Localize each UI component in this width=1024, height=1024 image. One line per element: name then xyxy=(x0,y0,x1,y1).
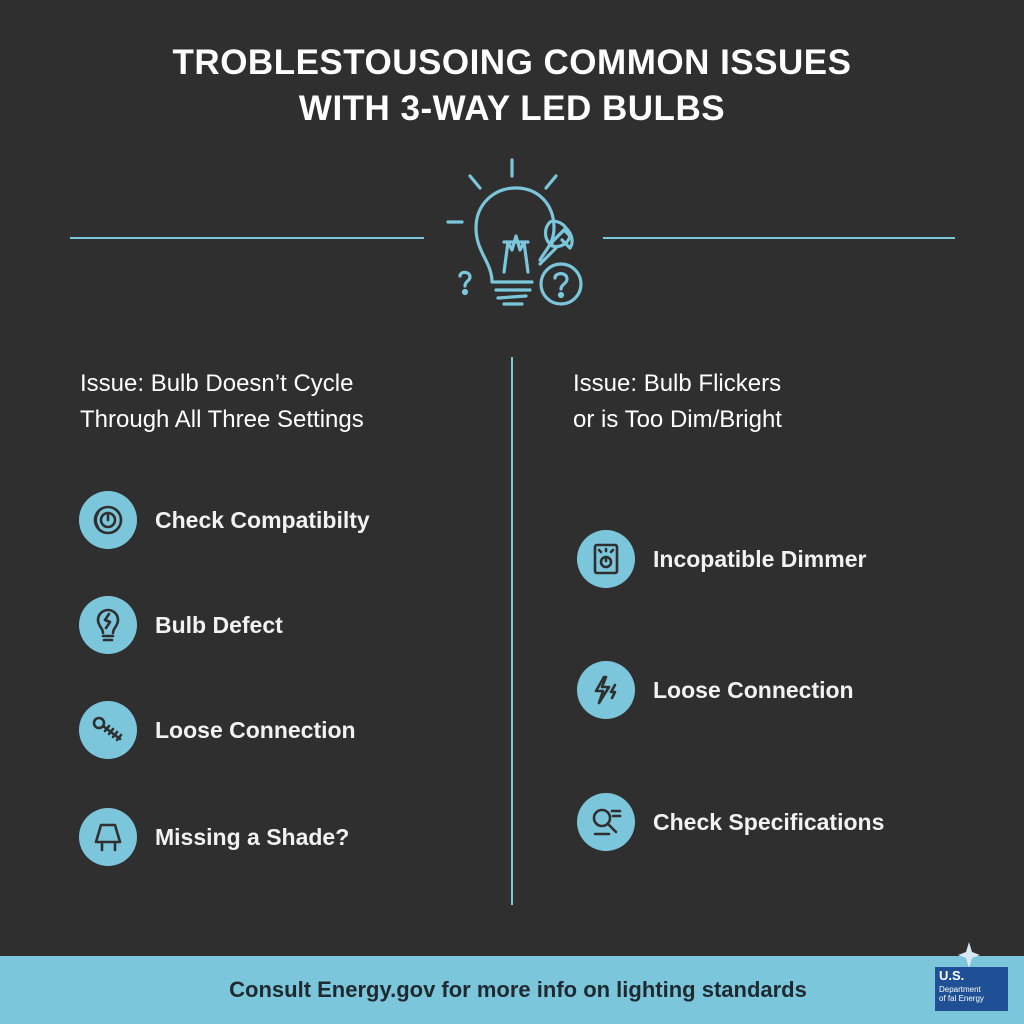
left-issue-heading xyxy=(80,366,364,438)
list-item-check-compatibility xyxy=(79,491,370,549)
right-issue-heading xyxy=(573,366,782,438)
hero-rule-left xyxy=(70,237,424,239)
title-line-2: WITH 3-WAY LED BULBS xyxy=(298,89,726,128)
footer-note: Consult Energy.gov for more info on lighting standards xyxy=(229,977,807,1002)
list-item-bulb-defect xyxy=(79,596,283,654)
item-label: Bulb Defect xyxy=(155,611,283,638)
item-label: Check Specifications xyxy=(653,808,885,835)
item-label: Loose Connection xyxy=(155,716,356,743)
doe-logo-line-3: of fal Energy xyxy=(939,994,984,1003)
doe-star-icon xyxy=(958,942,980,968)
compatibility-dial-icon xyxy=(79,491,137,549)
right-issue-heading-line-1: Issue: Bulb Flickers xyxy=(573,370,782,397)
lightbulb-wrench-question-icon xyxy=(440,152,590,314)
hero-rule-right xyxy=(603,237,955,239)
dimmer-switch-icon xyxy=(577,530,635,588)
item-label: Loose Connection xyxy=(653,676,854,703)
broken-bulb-icon xyxy=(79,596,137,654)
list-item-incompatible-dimmer xyxy=(577,530,866,588)
item-label: Incopatible Dimmer xyxy=(653,545,867,572)
title-line-1: TROBLESTOUSOING COMMON ISSUES xyxy=(172,43,852,82)
lamp-shade-icon xyxy=(79,808,137,866)
list-item-missing-shade xyxy=(79,808,349,866)
page-title xyxy=(0,40,1024,132)
left-issue-heading-line-1: Issue: Bulb Doesn’t Cycle xyxy=(80,370,354,397)
list-item-loose-connection-right xyxy=(577,661,854,719)
magnifier-document-icon xyxy=(577,793,635,851)
list-item-loose-connection-left xyxy=(79,701,356,759)
right-issue-heading-line-2: or is Too Dim/Bright xyxy=(573,406,782,433)
lightning-icon xyxy=(577,661,635,719)
item-label: Check Compatibilty xyxy=(155,506,370,533)
item-label: Missing a Shade? xyxy=(155,823,350,850)
left-issue-heading-line-2: Through All Three Settings xyxy=(80,406,364,433)
column-divider xyxy=(511,357,513,905)
screw-icon xyxy=(79,701,137,759)
doe-logo[interactable] xyxy=(935,967,1008,1011)
footer-bar xyxy=(0,956,1024,1024)
doe-logo-line-2: Department xyxy=(939,985,981,994)
list-item-check-specifications xyxy=(577,793,884,851)
doe-logo-line-1: U.S. xyxy=(939,968,965,983)
